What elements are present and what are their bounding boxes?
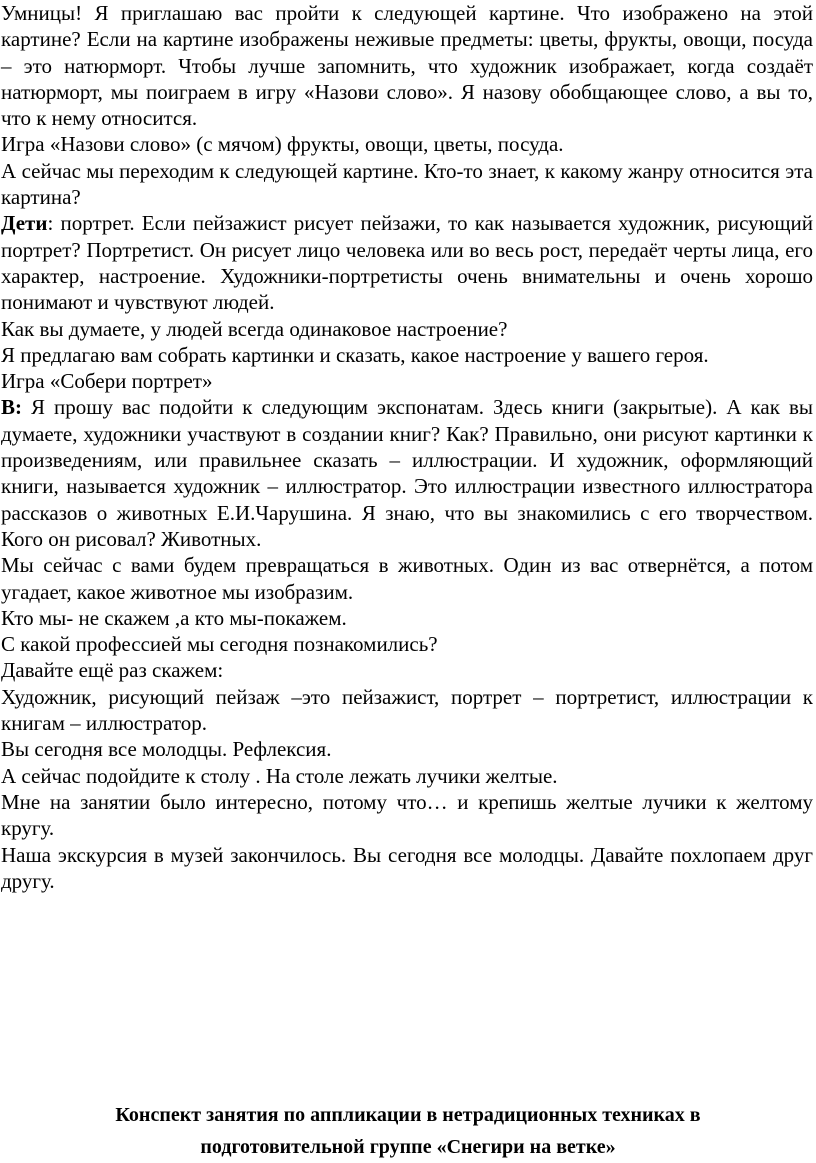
paragraph: Художник, рисующий пейзаж –это пейзажист, портрет – портретист, иллюстрации к книгам – иллюстратор. (1, 684, 813, 736)
paragraph: А сейчас мы переходим к следующей картине. Кто-то знает, к какому жанру относится эта картина? (1, 158, 813, 210)
paragraph: Умницы! Я приглашаю вас пройти к следующей картине. Что изображено на этой картине? Если на картине изображены неживые предметы: цветы, фрукты, овощи, посуда – это натюрморт. Чтобы лучше запомнить, что художник изображает, когда создаёт натюрморт, мы поиграем в игру «Назови слово». Я назову обобщающее слово, а вы то, что к нему относится. (1, 1, 813, 131)
paragraph: Игра «Собери портрет» (1, 369, 213, 394)
paragraph: Дети: портрет. Если пейзажист рисует пейзажи, то как называется художник, рисующий портрет? Портретист. Он рисует лицо человека или во весь рост, передаёт черты лица, его характер, настроение. Художники-портретисты очень внимательны и очень хорошо понимают и чувствуют людей. (1, 211, 813, 315)
document-body (1, 0, 813, 894)
paragraph: Мне на занятии было интересно, потому что… и крепишь желтые лучики к желтому кругу. (1, 789, 813, 841)
paragraph: Как вы думаете, у людей всегда одинаковое настроение? (1, 316, 508, 341)
paragraph: Вы сегодня все молодцы. Рефлексия. (1, 737, 332, 762)
paragraph: Я предлагаю вам собрать картинки и сказать, какое настроение у вашего героя. (1, 342, 709, 367)
paragraph: А сейчас подойдите к столу . На столе лежать лучики желтые. (1, 763, 558, 788)
paragraph: Наша экскурсия в музей закончилось. Вы сегодня все молодцы. Давайте похлопаем друг другу. (1, 842, 813, 893)
paragraph: Кто мы- не скажем ,а кто мы-покажем. (1, 605, 347, 630)
speaker-label: В: (1, 395, 22, 420)
paragraph: Мы сейчас с вами будем превращаться в животных. Один из вас отвернётся, а потом угадает, какое животное мы изобразим. (1, 553, 813, 604)
section-title (0, 1099, 816, 1163)
speaker-label: Дети (1, 211, 48, 236)
paragraph: Давайте ещё раз скажем: (1, 658, 224, 683)
paragraph: С какой профессией мы сегодня познакомились? (1, 632, 438, 657)
section-title-line: Конспект занятия по аппликации в нетрадиционных техниках в (115, 1104, 701, 1126)
section-title-line: подготовительной группе «Снегири на ветке» (200, 1136, 616, 1158)
paragraph: В: Я прошу вас подойти к следующим экспонатам. Здесь книги (закрытые). А как вы думаете, художники участвуют в создании книг? Как? Правильно, они рисуют картинки к произведениям, или правильнее сказать – иллюстрации. И художник, оформляющий книги, называется художник – иллюстратор. Это иллюстрации известного иллюстратора рассказов о животных Е.И.Чарушина. Я знаю, что вы знакомились с его творчеством. Кого он рисовал? Животных. (1, 395, 813, 551)
paragraph: Игра «Назови слово» (с мячом) фрукты, овощи, цветы, посуда. (1, 132, 564, 157)
